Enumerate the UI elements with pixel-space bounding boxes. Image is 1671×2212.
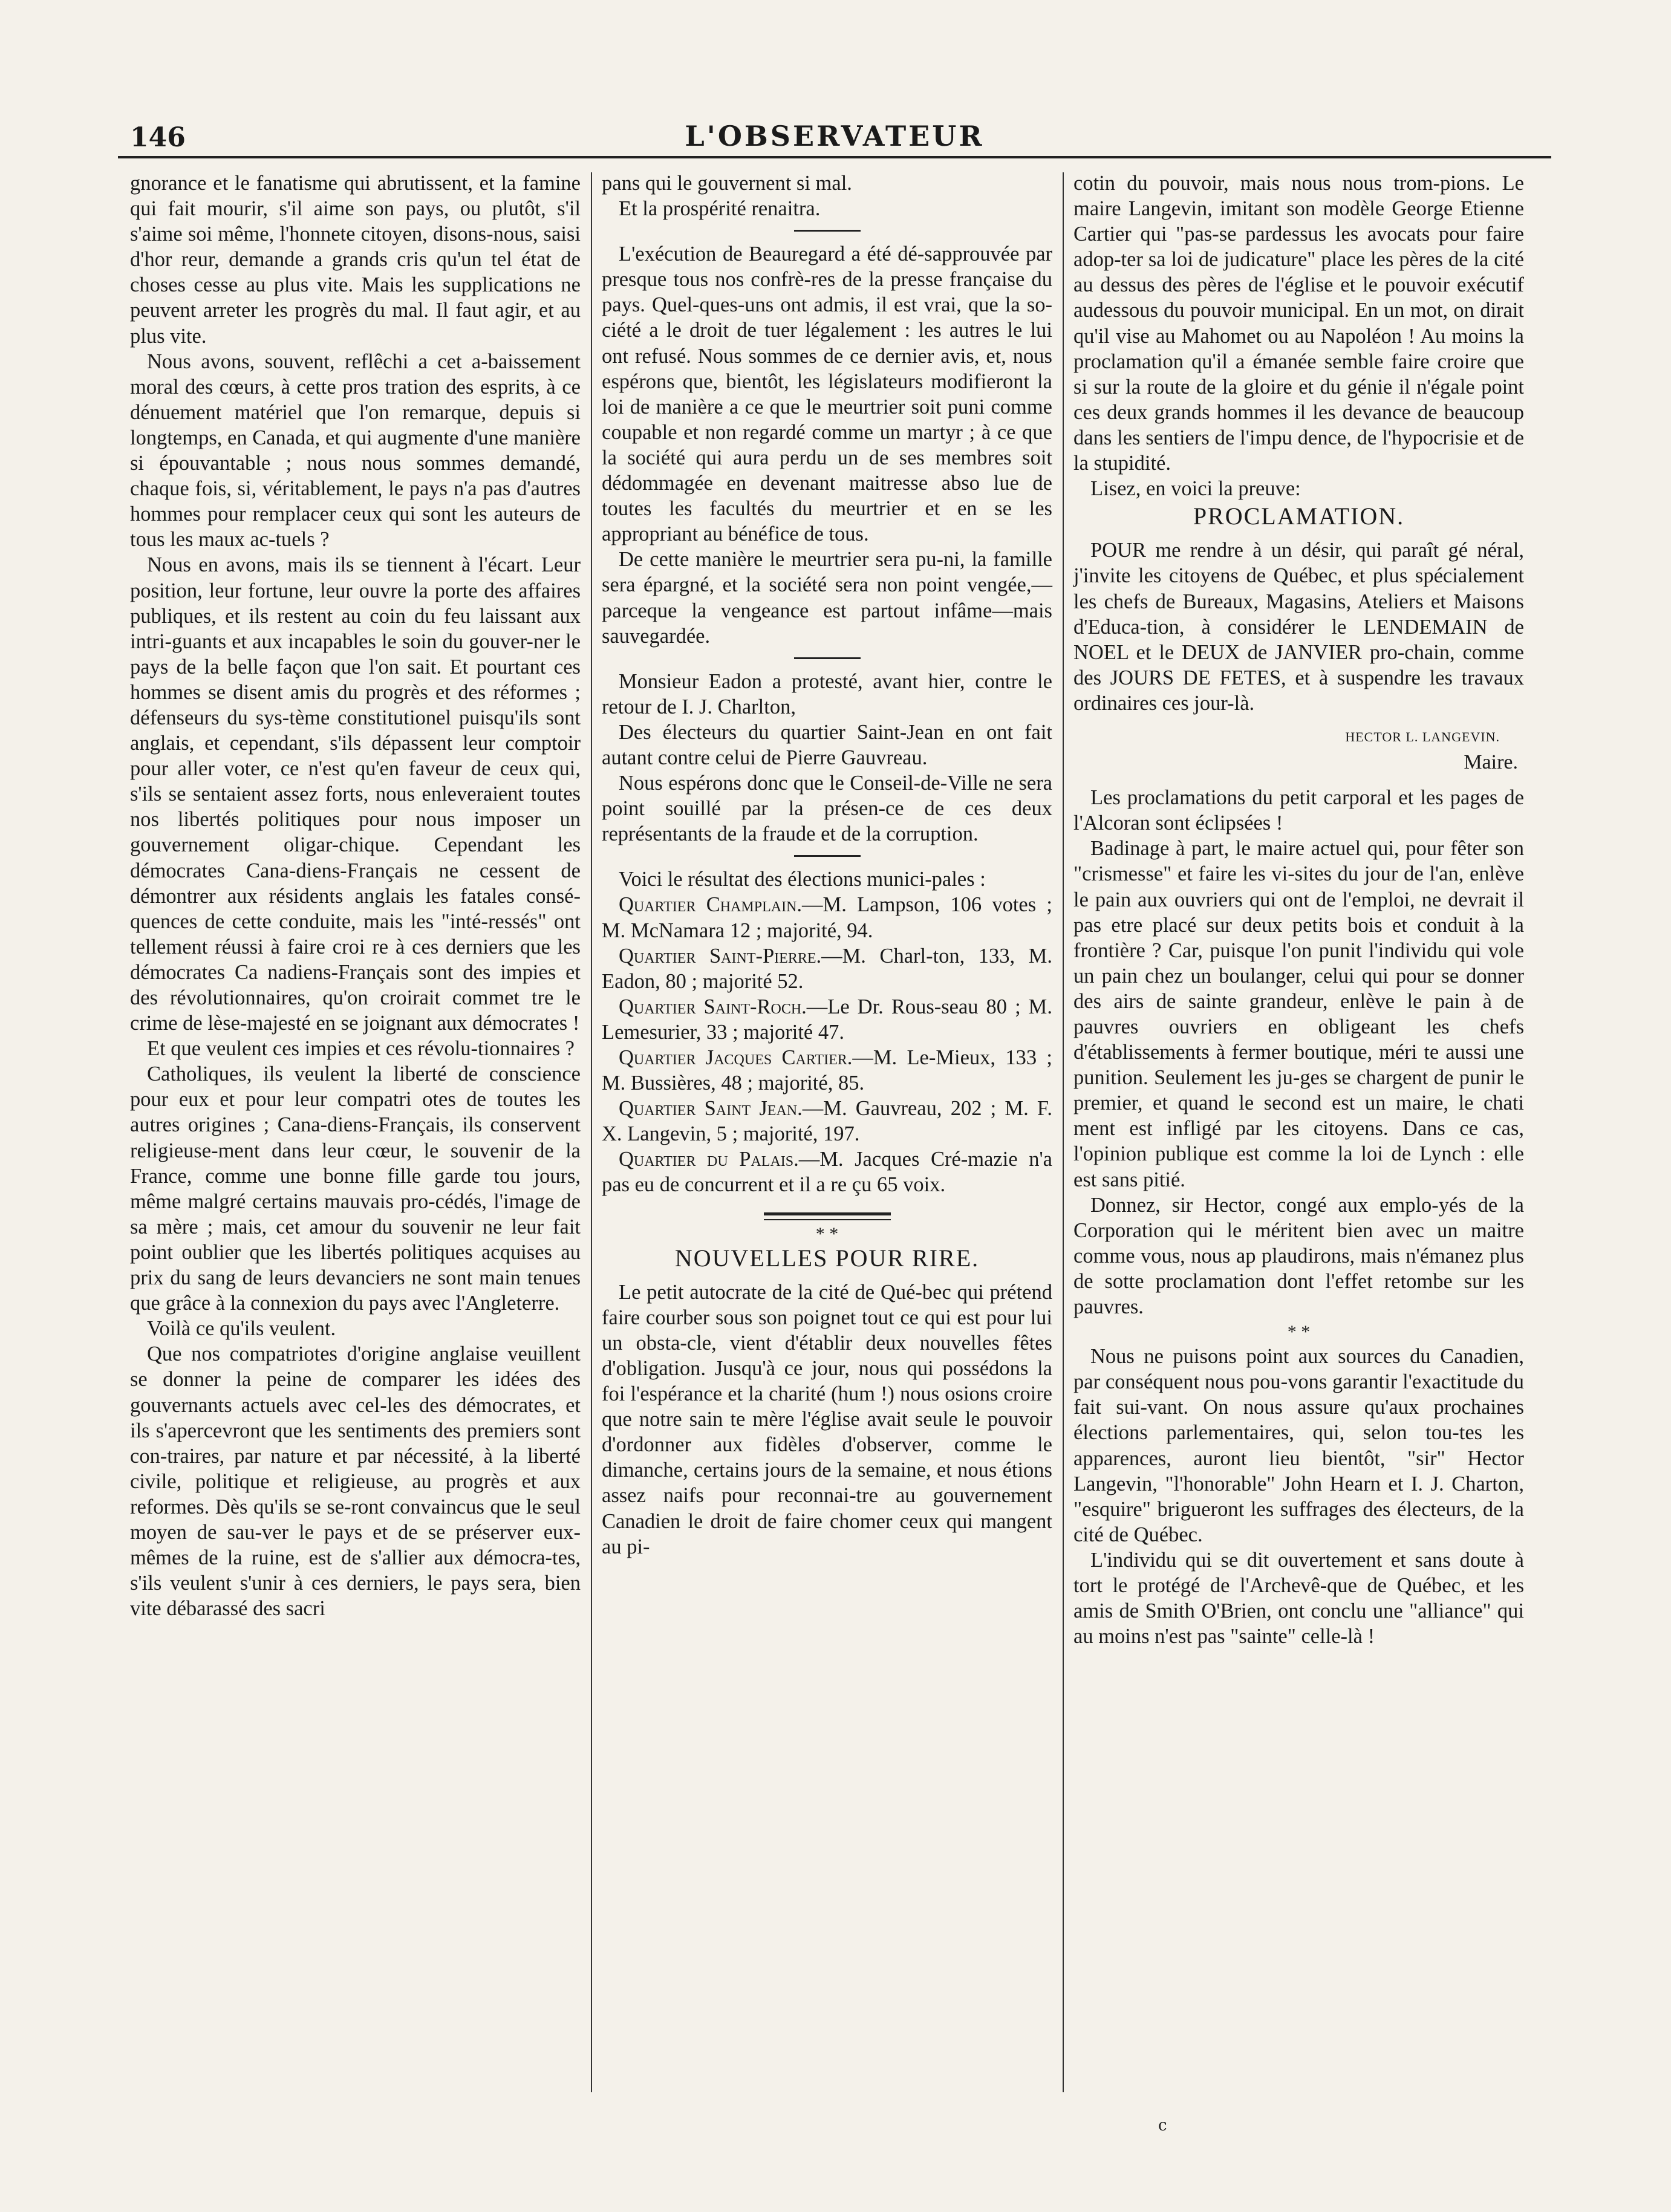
election-intro: Voici le résultat des élections munici-pales : — [619, 868, 986, 891]
paragraph: Nous ne puisons point aux sources du Canadien, par conséquent nous pou-vons garantir l'exactitude du fait sui-vant. On nous assure qu'aux prochaines élections parlementaires, qui, selon tou-tes les apparences, auront lieu bientôt, "sir" Hector Langevin, "l'honorable" John Hearn et I. J. Charton, "esquire" brigueront les suffrages des électeurs, de la cité de Québec. — [1073, 1345, 1524, 1546]
paragraph: gnorance et le fanatisme qui abrutissent, et la famine qui fait mourir, s'il aime son pays, ou plutôt, s'il s'aime soi même, l'honnete citoyen, disons-nous, saisi d'hor reur, demande a grands cris qu'un tel état de choses cesse au plus vite. Mais les supplications ne peuvent arreter les progrès du mal. Il faut agir, et au plus vite. — [130, 172, 581, 348]
paragraph: Nous en avons, mais ils se tiennent à l'écart. Leur position, leur fortune, leur ouvre la porte des affaires publiques, et ils restent au coin du feu laissant aux intri-guants et aux incapables le soin du gouver-ner le pays de la belle façon que l'on sait. Et pourtant ces hommes se disent amis du progrès et des réformes ; défenseurs du sys-tème constitutionel puisqu'ils sont anglais, et cependant, s'ils dépassent leur comptoir pour aller voter, ce n'est qu'en faveur de ceux qui, s'ils se sentaient assez forts, nous enleveraient toutes nos libertés politiques pour nous imposer un gouvernement oligar-chique. Cependant les démocrates Cana-diens-Français ne cessent de démontrer aux résidents anglais les fatales consé-quences de cette conduite, mais les "inté-ressés" ont tellement réussi à faire croi re à ces derniers que les démocrates Ca nadiens-Français sont des impies et des révolutionnaires, qu'on croirait commet tre le crime de lèse-majesté en se joignant aux démocrates ! — [130, 553, 581, 1035]
separator-rule — [794, 230, 861, 232]
paragraph: Que nos compatriotes d'origine anglaise veuillent se donner la peine de comparer les idées des gouvernants actuels avec cel-les des démocrates, et ils s'apercevront que les sentiments des premiers sont con-traires, par nature et par nécessité, à la liberté civile, politique et religieuse, au progrès et aux reformes. Dès qu'ils se se-ront convaincus que le seul moyen de sau-ver le pays et de se préserver eux-mêmes de la ruine, est de s'allier aux démocra-tes, s'ils veulent s'unir à ces derniers, le pays sera, bien vite débarassé des sacri — [130, 1342, 581, 1621]
election-result — [602, 1045, 1052, 1096]
page-header — [118, 120, 1551, 158]
paragraph: pans qui le gouvernent si mal. — [602, 172, 852, 195]
paragraph: Catholiques, ils veulent la liberté de conscience pour eux et pour leur compatri otes de toutes les autres origines ; Cana-diens-Français, ils conservent religieuse-ment dans leur cœur, le souvenir de la France, comme une bonne fille garde tou jours, même malgré certains mauvais pro-cédés, l'image de sa mère ; mais, cet amour du souvenir ne leur fait point oublier que les libertés politiques acquises au prix du sang de leurs devanciers ne sont main tenues que grâce à la connexion du pays avec l'Angleterre. — [130, 1062, 581, 1315]
ward-result: —M. Le-Mieux, 133 ; M. Bussières, 48 ; majorité, 85. — [602, 1046, 1052, 1095]
election-result — [602, 943, 1052, 994]
paragraph: De cette manière le meurtrier sera pu-ni, la famille sera épargné, et la société sera non point vengée,—parceque la vengeance est partout infâme—mais sauvegardée. — [602, 548, 1052, 648]
election-result — [602, 994, 1052, 1045]
page-number: 146 — [130, 122, 186, 153]
paragraph: Voilà ce qu'ils veulent. — [147, 1317, 336, 1341]
paragraph: L'individu qui se dit ouvertement et sans doute à tort le protégé de l'Archevê-que de Québec, et les amis de Smith O'Brien, ont conclu une "alliance" qui au moins n'est pas "sainte" celle-là ! — [1073, 1548, 1524, 1648]
ward-name: Quartier Champlain. — [619, 893, 803, 917]
election-result — [602, 1096, 1052, 1147]
separator-rule — [794, 657, 861, 659]
article-eadon: Monsieur Eadon a protesté, avant hier, contre le retour de I. J. Charlton, — [602, 669, 1052, 718]
column-1 — [130, 171, 581, 1621]
ward-result: —M. Gauvreau, 202 ; M. F. X. Langevin, 5 ; majorité, 197. — [602, 1097, 1052, 1146]
paragraph: Le petit autocrate de la cité de Qué-bec qui prétend faire courber sous son poignet tout ce qui est pour lui un obsta-cle, vient d'établir deux nouvelles fêtes d'obligation. Jusqu'à ce jour, nous qui possédons la foi l'espérance et la charité (hum !) nous osions croire que notre sain te mère l'église avait seule le pouvoir d'ordonner aux fidèles d'observer, comme le dimanche, certains jours de la semaine, et nous étions assez naifs pour reconnai-tre au gouvernement Canadien le droit de faire chomer ceux qui mangent au pi- — [602, 1280, 1052, 1558]
section-heading: NOUVELLES POUR RIRE. — [674, 1244, 980, 1272]
paragraph: Badinage à part, le maire actuel qui, pour fêter son "crismesse" et faire les vi-sites du jour de l'an, enlève le pain aux ouvriers qui ont de l'emploi, ne devrait il pas etre placé sur deux petits bois et conduit à la frontière ? Car, puisque l'on punit l'individu qui vole un pain chez un boulanger, celui qui pour se donner des airs de sainte grandeur, enlève le pain à de pauvres ouvriers en obligeant les chefs d'établissements à fermer boutique, méri te aussi une punition. Seulement les ju-ges se chargent de punir le premier, et quand le second est un maire, le chati ment est infligé par les citoyens. Dans ce cas, l'opinion publique est comme la loi de Lynch : elle est sans pitié. — [1073, 837, 1524, 1191]
paragraph: Donnez, sir Hector, congé aux emplo-yés de la Corporation qui le méritent bien avec un maitre comme vous, nous ap plaudirons, mais n'émanez plus de sotte proclamation dont l'effet retombe sur les pauvres. — [1073, 1193, 1524, 1319]
paragraph: Nous avons, souvent, reflêchi a cet a-baissement moral des cœurs, à cette pros tration des esprits, à ce dénuement matériel que l'on remarque, depuis si longtemps, en Canada, et qui augmente d'une manière si épouvantable ; nous nous sommes demandé, chaque fois, si, véritablement, le pays n'a pas d'autres hommes pour remplacer ceux qui sont les auteurs de tous les maux ac-tuels ? — [130, 350, 581, 551]
paragraph: Nous espérons donc que le Conseil-de-Ville ne sera point souillé par la présen-ce de ces deux représentants de la fraude et de la corruption. — [602, 772, 1052, 846]
signature-name: HECTOR L. LANGEVIN. — [1345, 729, 1500, 744]
asterism: * * — [815, 1223, 839, 1244]
footer-mark: c — [1158, 2116, 1167, 2135]
column-rule-2 — [1063, 172, 1064, 2092]
ward-result: —M. Charl-ton, 133, M. Eadon, 80 ; majorité 52. — [602, 944, 1052, 993]
ward-result: —M. Lampson, 106 votes ; M. McNamara 12 ; majorité, 94. — [602, 893, 1053, 942]
paragraph: Et la prospérité renaitra. — [619, 197, 821, 221]
column-3 — [1073, 171, 1524, 1649]
paragraph: Et que veulent ces impies et ces révolu-tionnaires ? — [147, 1037, 575, 1061]
separator-rule — [794, 855, 861, 857]
paragraph: Lisez, en voici la preuve: — [1090, 477, 1301, 501]
election-result — [602, 1147, 1052, 1197]
ward-name: Quartier Saint-Roch. — [619, 995, 807, 1018]
ward-result: —Le Dr. Rous-seau 80 ; M. Lemesurier, 33 ; majorité 47. — [602, 995, 1052, 1044]
ward-name: Quartier Jacques Cartier. — [619, 1046, 853, 1069]
election-result — [602, 892, 1052, 943]
ward-name: Quartier Saint Jean. — [619, 1097, 803, 1121]
article-beauregard: L'exécution de Beauregard a été dé-sapprouvée par presque tous nos confrè-res de la presse française du pays. Quel-ques-uns ont admis, il est vrai, que la so-ciété a le droit de tuer légalement : les autres le lui ont refusé. Nous sommes de ce dernier avis, et, nous espérons que, bientôt, les législateurs modifieront la loi de manière a ce que le meurtrier soit puni comme coupable et non regardé comme un martyr ; à ce que la société qui aura perdu un de ses membres soit dédommagée en devenant maitresse abso lue de toutes les facultés du meurtrier et en se les appropriant au bénéfice de tous. — [602, 242, 1052, 546]
proclamation-heading: PROCLAMATION. — [1193, 503, 1405, 530]
ward-result: —M. Jacques Cré-mazie n'a pas eu de concurrent et il a re çu 65 voix. — [602, 1148, 1052, 1197]
section-rule — [764, 1212, 891, 1220]
ward-name: Quartier du Palais. — [619, 1148, 799, 1171]
paragraph: cotin du pouvoir, mais nous nous trom-pions. Le maire Langevin, imitant son modèle George Etienne Cartier qui "pas-se pardessus les avocats pour faire adop-ter sa loi de judicature" place les pères de la cité au dessus des pères de l'église et le pouvoir exécutif audessous du pouvoir municipal. En un mot, on dirait qu'il vise au Mahomet ou au Napoléon ! Au moins la proclamation qu'il a émanée semble faire croire que si sur la route de la gloire et du génie il n'égale point ces deux grands hommes il les devance de beaucoup dans les sentiers de l'impu dence, de l'hypocrisie et de la stupidité. — [1073, 172, 1524, 475]
column-2 — [602, 171, 1052, 1560]
ward-name: Quartier Saint-Pierre. — [619, 944, 822, 968]
paragraph: Des électeurs du quartier Saint-Jean en ont fait autant contre celui de Pierre Gauvreau. — [602, 720, 1052, 769]
column-rule-1 — [591, 172, 592, 2092]
signature-title: Maire. — [1464, 751, 1518, 774]
asterism: * * — [1287, 1322, 1311, 1342]
proclamation-text: POUR me rendre à un désir, qui paraît gé néral, j'invite les citoyens de Québec, et plus spécialement les chefs de Bureaux, Magasins, Ateliers et Maisons d'Educa-tion, à considérer le LENDEMAIN de NOEL et le DEUX de JANVIER pro-chain, comme des JOURS DE FETES, et à suspendre les travaux ordinaires ces jour-là. — [1073, 539, 1524, 715]
paragraph: Les proclamations du petit carporal et les pages de l'Alcoran sont éclipsées ! — [1073, 786, 1524, 835]
masthead-title: L'OBSERVATEUR — [685, 120, 985, 152]
